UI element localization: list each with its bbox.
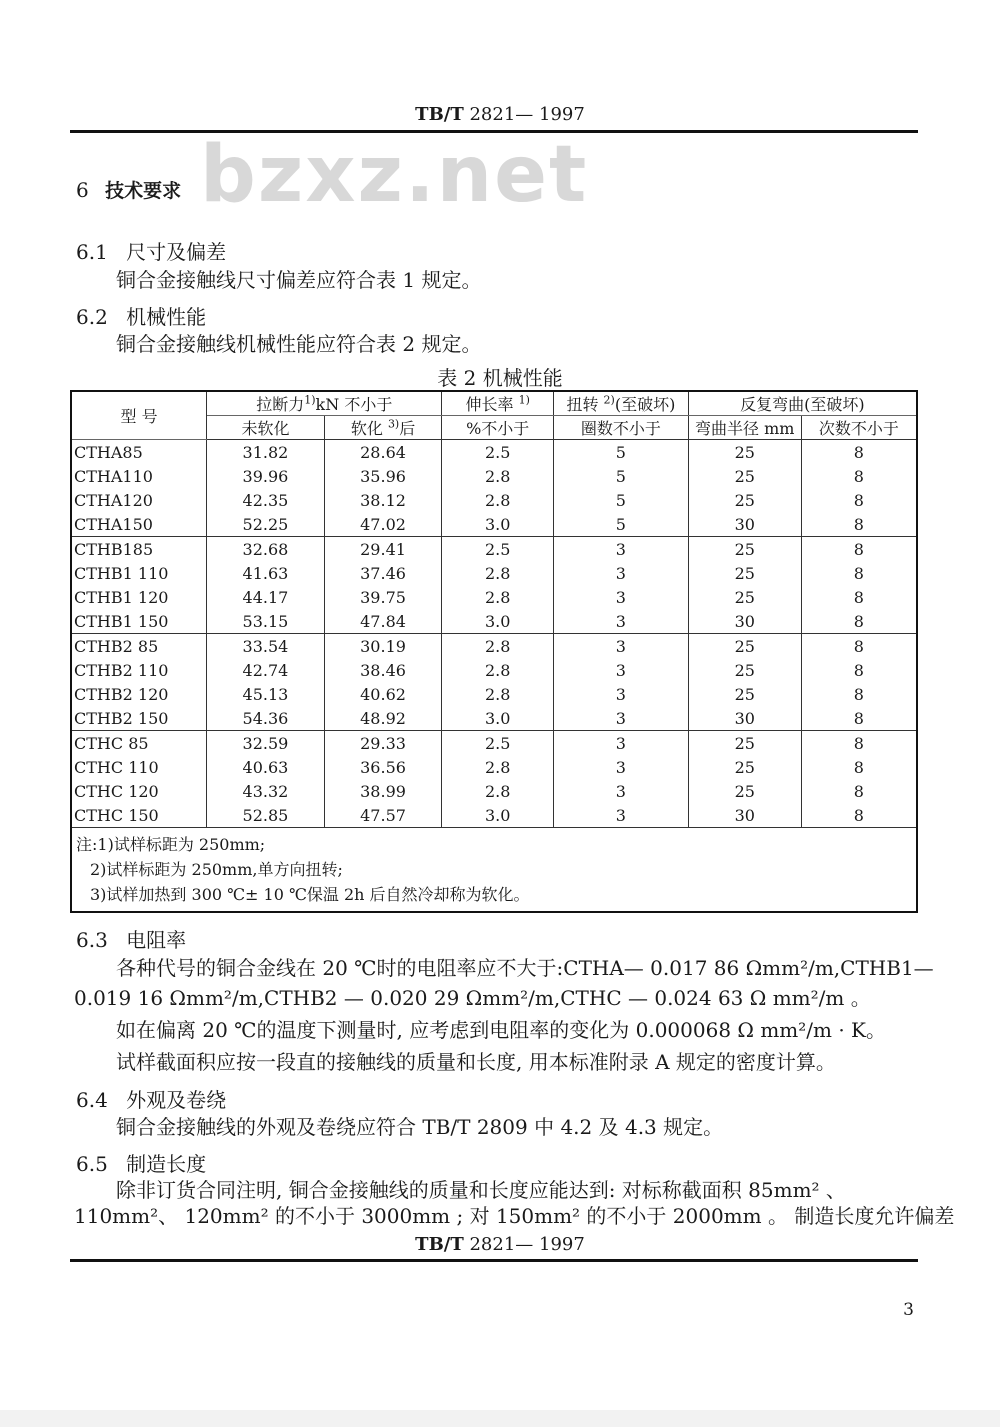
cell-value: 47.02 [324,512,442,537]
cell-value: 30 [688,706,801,731]
table-row [71,731,917,756]
table-row [71,440,917,465]
subsection-title: 制造长度 [126,1152,207,1176]
watermark: bzxz.net [200,130,589,220]
cell-value: 2.8 [442,779,554,803]
cell-value: 3 [553,537,688,562]
paragraph-6-1: 铜合金接触线尺寸偏差应符合表 1 规定。 [116,268,482,292]
cell-value: 29.41 [324,537,442,562]
table-row [71,609,917,634]
cell-model: CTHA110 [71,464,207,488]
col-header-elongation: 伸长率 $^{1)}$ [442,391,554,416]
cell-value: 30.19 [324,634,442,659]
cell-model: CTHB2 120 [71,682,207,706]
cell-value: 8 [801,706,917,731]
col-header-bend-radius: 弯曲半径 mm [688,416,801,440]
cell-value: 8 [801,464,917,488]
cell-model: CTHC 120 [71,779,207,803]
cell-value: 54.36 [207,706,325,731]
subsection-title: 外观及卷绕 [126,1088,227,1112]
paragraph-6-5-line1: 除非订货合同注明, 铜合金接触线的质量和长度应能达到: 对标称截面积 85mm² 、 [116,1178,846,1202]
cell-value: 47.84 [324,609,442,634]
col-header-bend-count: 次数不小于 [801,416,917,440]
cell-value: 41.63 [207,561,325,585]
cell-value: 5 [553,512,688,537]
table-row [71,634,917,659]
cell-value: 2.8 [442,755,554,779]
paragraph-6-5-line2: 110mm²、 120mm² 的不小于 3000mm ; 对 150mm² 的不小于 2000mm 。 制造长度允许偏差 [74,1204,955,1228]
footer-std-number: 2821— 1997 [469,1234,585,1255]
cell-value: 25 [688,561,801,585]
page-bottom-edge [0,1410,1000,1427]
paragraph-6-3-line4: 试样截面积应按一段直的接触线的质量和长度, 用本标准附录 A 规定的密度计算。 [116,1050,836,1074]
cell-value: 42.35 [207,488,325,512]
cell-value: 25 [688,634,801,659]
col-header-elongation-unit: %不小于 [442,416,554,440]
cell-value: 8 [801,585,917,609]
table-row [71,779,917,803]
cell-model: CTHB2 110 [71,658,207,682]
running-header [0,104,1000,125]
cell-value: 3.0 [442,706,554,731]
cell-value: 39.96 [207,464,325,488]
footer-std-code: TB/T [415,1234,464,1255]
cell-value: 25 [688,537,801,562]
col-header-tensile: 拉断力$^{1)}$kN 不小于 [207,391,442,416]
cell-value: 2.8 [442,464,554,488]
cell-value: 38.46 [324,658,442,682]
cell-value: 8 [801,634,917,659]
cell-value: 3.0 [442,803,554,828]
subsection-6-5-heading [76,1148,206,1177]
cell-value: 40.63 [207,755,325,779]
subsection-6-2-heading [76,301,206,330]
table-row [71,488,917,512]
cell-value: 2.8 [442,634,554,659]
paragraph-6-2: 铜合金接触线机械性能应符合表 2 规定。 [116,332,482,356]
cell-value: 39.75 [324,585,442,609]
table-row [71,658,917,682]
subsection-title: 机械性能 [126,305,207,329]
cell-value: 37.46 [324,561,442,585]
cell-value: 8 [801,609,917,634]
table-row [71,682,917,706]
cell-value: 48.92 [324,706,442,731]
table-row [71,512,917,537]
col-header-model: 型 号 [71,391,207,440]
cell-value: 8 [801,779,917,803]
cell-value: 28.64 [324,440,442,465]
cell-value: 43.32 [207,779,325,803]
cell-value: 32.59 [207,731,325,756]
cell-model: CTHC 150 [71,803,207,828]
subsection-6-4-heading [76,1084,226,1113]
table-caption: 表 2 机械性能 [437,366,563,390]
cell-value: 2.5 [442,537,554,562]
subsection-number: 6.4 [76,1088,108,1112]
cell-value: 8 [801,440,917,465]
section-6-heading [76,176,181,203]
cell-value: 3.0 [442,609,554,634]
cell-value: 3 [553,634,688,659]
cell-value: 3 [553,755,688,779]
cell-value: 8 [801,561,917,585]
col-header-twist-unit: 圈数不小于 [553,416,688,440]
cell-value: 2.8 [442,658,554,682]
cell-value: 3 [553,609,688,634]
cell-value: 3 [553,706,688,731]
cell-value: 3 [553,682,688,706]
table-row [71,803,917,828]
cell-value: 3 [553,585,688,609]
table-notes [71,828,917,913]
table-note: 3)试样加热到 300 ℃± 10 ℃保温 2h 后自然冷却称为软化。 [90,885,530,904]
cell-value: 2.5 [442,440,554,465]
cell-value: 31.82 [207,440,325,465]
cell-value: 36.56 [324,755,442,779]
cell-value: 5 [553,464,688,488]
cell-value: 29.33 [324,731,442,756]
cell-value: 3 [553,803,688,828]
table-note: 2)试样标距为 250mm,单方向扭转; [90,860,343,879]
cell-value: 33.54 [207,634,325,659]
cell-value: 42.74 [207,658,325,682]
cell-value: 2.8 [442,682,554,706]
cell-value: 3 [553,561,688,585]
cell-value: 25 [688,464,801,488]
cell-value: 25 [688,585,801,609]
header-std-code: TB/T [415,104,464,125]
cell-value: 5 [553,488,688,512]
table-note: 注:1)试样标距为 250mm; [76,835,266,854]
cell-value: 52.25 [207,512,325,537]
cell-value: 38.99 [324,779,442,803]
cell-value: 8 [801,658,917,682]
cell-value: 25 [688,440,801,465]
cell-value: 25 [688,658,801,682]
cell-model: CTHB1 150 [71,609,207,634]
cell-value: 5 [553,440,688,465]
running-footer [0,1234,1000,1255]
table-row [71,537,917,562]
col-header-unsoftened: 未软化 [207,416,325,440]
cell-value: 45.13 [207,682,325,706]
subsection-6-3-heading [76,924,186,953]
cell-model: CTHA85 [71,440,207,465]
cell-value: 8 [801,803,917,828]
table-row [71,464,917,488]
cell-value: 40.62 [324,682,442,706]
paragraph-6-3-line1: 各种代号的铜合金线在 20 ℃时的电阻率应不大于:CTHA— 0.017 86 Ωmm²/m,CTHB1— [116,956,934,980]
cell-value: 3 [553,779,688,803]
cell-value: 25 [688,682,801,706]
cell-value: 53.15 [207,609,325,634]
cell-value: 38.12 [324,488,442,512]
cell-value: 8 [801,682,917,706]
table-body [71,440,917,828]
cell-value: 25 [688,488,801,512]
col-header-bend: 反复弯曲(至破坏) [688,391,917,416]
cell-model: CTHB1 110 [71,561,207,585]
footer-rule [70,1259,918,1262]
cell-value: 3.0 [442,512,554,537]
cell-value: 2.5 [442,731,554,756]
cell-value: 30 [688,512,801,537]
cell-model: CTHC 85 [71,731,207,756]
cell-value: 2.8 [442,561,554,585]
cell-value: 8 [801,537,917,562]
cell-model: CTHB185 [71,537,207,562]
cell-value: 8 [801,755,917,779]
cell-value: 52.85 [207,803,325,828]
subsection-title: 电阻率 [126,928,187,952]
header-std-number: 2821— 1997 [469,104,585,125]
cell-model: CTHB2 150 [71,706,207,731]
page-number: 3 [903,1300,914,1320]
cell-value: 25 [688,755,801,779]
subsection-title: 尺寸及偏差 [126,240,227,264]
cell-value: 2.8 [442,585,554,609]
table-row [71,706,917,731]
cell-value: 8 [801,488,917,512]
cell-value: 2.8 [442,488,554,512]
cell-value: 32.68 [207,537,325,562]
subsection-number: 6.2 [76,305,108,329]
paragraph-6-3-line3: 如在偏离 20 ℃的温度下测量时, 应考虑到电阻率的变化为 0.000068 Ω mm²/m · K。 [116,1018,886,1042]
cell-model: CTHB1 120 [71,585,207,609]
cell-value: 35.96 [324,464,442,488]
table-row [71,755,917,779]
mechanical-properties-table [70,390,918,913]
cell-value: 44.17 [207,585,325,609]
subsection-number: 6.5 [76,1152,108,1176]
cell-value: 47.57 [324,803,442,828]
table-row [71,561,917,585]
col-header-softened: 软化 $^{3)}$后 [324,416,442,440]
table-row [71,585,917,609]
cell-model: CTHC 110 [71,755,207,779]
cell-model: CTHA120 [71,488,207,512]
cell-model: CTHB2 85 [71,634,207,659]
section-title: 技术要求 [105,180,182,202]
cell-value: 30 [688,609,801,634]
paragraph-6-3-line2: 0.019 16 Ωmm²/m,CTHB2 — 0.020 29 Ωmm²/m,CTHC — 0.024 63 Ω mm²/m 。 [74,986,871,1010]
cell-value: 8 [801,512,917,537]
subsection-6-1-heading [76,236,226,265]
section-number: 6 [76,178,89,202]
col-header-twist: 扭转 $^{2)}$(至破坏) [553,391,688,416]
cell-value: 8 [801,731,917,756]
cell-model: CTHA150 [71,512,207,537]
cell-value: 3 [553,658,688,682]
subsection-number: 6.1 [76,240,108,264]
cell-value: 30 [688,803,801,828]
cell-value: 3 [553,731,688,756]
cell-value: 25 [688,779,801,803]
subsection-number: 6.3 [76,928,108,952]
cell-value: 25 [688,731,801,756]
paragraph-6-4: 铜合金接触线的外观及卷绕应符合 TB/T 2809 中 4.2 及 4.3 规定。 [116,1115,724,1139]
